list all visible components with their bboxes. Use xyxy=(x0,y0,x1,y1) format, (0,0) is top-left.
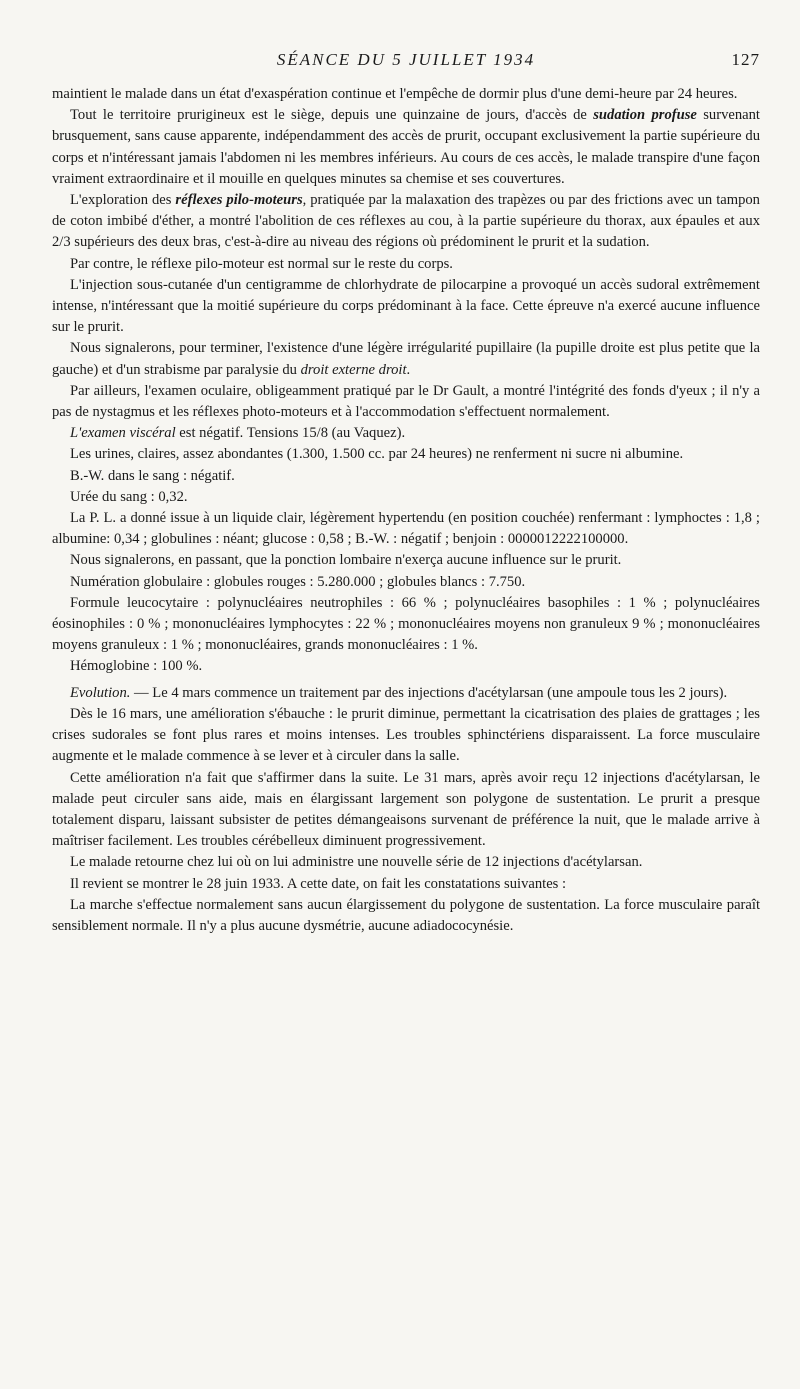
paragraph-text: Formule leucocytaire : polynucléaires neutrophiles : 66 % ; polynucléaires basophiles : 1 % ; polynucléaires éosinophiles : 0 % ; mononucléaires lymphocytes : 22 % ; mononucléaires moyens non granuleux 9 % ; mononucléaires moyens granuleux : 1 % ; mononucléaires, grands mononucléaires : 1 %. xyxy=(52,594,760,654)
paragraph xyxy=(52,84,760,105)
paragraph xyxy=(52,275,760,339)
paragraph-text: La marche s'effectue normalement sans aucun élargissement du polygone de sustentation. La force musculaire paraît sensiblement normale. Il n'y a plus aucune dysmétrie, aucune adiadococynésie. xyxy=(52,896,760,934)
emphasis-text: Evolution. xyxy=(70,684,131,701)
paragraph-text: — Le 4 mars commence un traitement par des injections d'acétylarsan (une ampoule tous les 2 jours). xyxy=(130,684,728,701)
emphasis-text: réflexes pilo-moteurs xyxy=(175,192,303,209)
paragraph-text: L'exploration des xyxy=(70,192,176,209)
paragraph xyxy=(52,593,760,657)
paragraph xyxy=(52,768,760,853)
paragraph xyxy=(52,572,760,593)
paragraph xyxy=(52,338,760,380)
paragraph-text: Nous signalerons, pour terminer, l'existence d'une légère irrégularité pupillaire (la pupille droite est plus petite que la gauche) et d'un strabisme par paralysie du xyxy=(52,340,760,378)
paragraph xyxy=(52,508,760,550)
paragraph xyxy=(52,550,760,571)
paragraph-text: La P. L. a donné issue à un liquide clair, légèrement hypertendu (en position couchée) renfermant : lymphoctes : 1,8 ; albumine: 0,34 ; globulines : néant; glucose : 0,58 ; B.-W. : négatif ; benjoin : 0000012222100000. xyxy=(52,510,760,548)
paragraph-text: , pratiquée par la malaxation des trapèzes ou par des frictions avec un tampon de coton imbibé d'éther, a montré l'abolition de ces réflexes au cou, à la partie supérieure du thorax, aux épaules et aux 2/3 supérieurs des deux bras, c'est-à-dire au niveau des régions où prédominent le prurit et la sudation. xyxy=(52,192,760,251)
emphasis-text: droit externe droit xyxy=(300,361,407,378)
paragraph xyxy=(52,466,760,487)
paragraph-text: B.-W. dans le sang : négatif. xyxy=(70,467,235,484)
paragraph-text: Le malade retourne chez lui où on lui administre une nouvelle série de 12 injections d'acétylarsan. xyxy=(70,854,643,871)
paragraph xyxy=(52,656,760,677)
paragraph xyxy=(52,190,760,254)
running-title: SÉANCE DU 5 JUILLET 1934 xyxy=(276,50,536,69)
paragraph xyxy=(52,487,760,508)
paragraph-text: Par ailleurs, l'examen oculaire, obligeamment pratiqué par le Dr Gault, a montré l'intégrité des fonds d'yeux ; il n'y a pas de nystagmus et les réflexes photo-moteurs et à l'accommodation s'effectuent normalement. xyxy=(52,382,760,421)
paragraph-text: Il revient se montrer le 28 juin 1933. A cette date, on fait les constatations suivantes : xyxy=(70,875,567,892)
paragraph xyxy=(52,852,760,873)
paragraph-text: Dès le 16 mars, une amélioration s'ébauche : le prurit diminue, permettant la cicatrisation des plaies de grattages ; les crises sudorales se font plus rares et moins intenses. Les troubles sphinctériens disparaissent. La force musculaire augmente et le malade commence à se lever et à circuler dans la salle. xyxy=(52,705,760,765)
paragraph-text: . xyxy=(406,361,411,378)
paragraph xyxy=(52,895,760,937)
page-number: 127 xyxy=(731,50,760,69)
paragraph xyxy=(52,423,760,444)
paragraph-text: Les urines, claires, assez abondantes (1.300, 1.500 cc. par 24 heures) ne renferment ni sucre ni albumine. xyxy=(70,446,684,463)
paragraph-text: est négatif. Tensions 15/8 (au Vaquez). xyxy=(175,425,406,442)
paragraph-text: L'injection sous-cutanée d'un centigramme de chlorhydrate de pilocarpine a provoqué un accès sudoral extrêmement intense, n'intéressant que la moitié supérieure du corps prédominant à la face. Cette épreuve n'a exercé aucune influence sur le prurit. xyxy=(52,276,760,336)
paragraph-text: Tout le territoire prurigineux est le siège, depuis une quinzaine de jours, d'accès de xyxy=(70,107,594,124)
paragraph-text: Hémoglobine : 100 %. xyxy=(70,658,203,675)
paragraph-text: Urée du sang : 0,32. xyxy=(70,488,188,505)
paragraph xyxy=(52,105,760,190)
paragraph-text: maintient le malade dans un état d'exaspération continue et l'empêche de dormir plus d'une demi-heure par 24 heures. xyxy=(52,86,738,102)
paragraph xyxy=(52,874,760,895)
paragraph-text: Nous signalerons, en passant, que la ponction lombaire n'exerça aucune influence sur le prurit. xyxy=(70,552,622,569)
paragraph xyxy=(52,254,760,275)
body-text xyxy=(52,84,760,937)
paragraph-text: survenant brusquement, sans cause apparente, indépendamment des accès de prurit, occupant exclusivement la partie supérieure du corps et n'intéressant jamais l'abdomen ni les membres inférieurs. Au cours de ces accès, le malade transpire d'une façon vraiment extraordinaire et il mouille en quelques minutes sa chemise et ses couvertures. xyxy=(52,107,760,187)
paragraph-text: Numération globulaire : globules rouges : 5.280.000 ; globules blancs : 7.750. xyxy=(70,573,526,590)
paragraph xyxy=(52,381,760,423)
paragraph-text: Par contre, le réflexe pilo-moteur est normal sur le reste du corps. xyxy=(70,255,453,272)
paragraph-text: Cette amélioration n'a fait que s'affirmer dans la suite. Le 31 mars, après avoir reçu 12 injections d'acétylarsan, le malade peut circuler sans aide, mais en élargissant largement son polygone de sustentation. Le prurit a presque totalement disparu, laissant subsister de petites démangeaisons survenant de préférence la nuit, que le malade arrive à maîtriser facilement. Les troubles cérébelleux diminuent progressivement. xyxy=(52,769,760,850)
running-head xyxy=(52,50,760,74)
emphasis-text: sudation profuse xyxy=(593,107,697,124)
paragraph xyxy=(52,683,760,704)
paragraph xyxy=(52,704,760,768)
paragraph xyxy=(52,444,760,465)
emphasis-text: L'examen viscéral xyxy=(70,425,176,442)
